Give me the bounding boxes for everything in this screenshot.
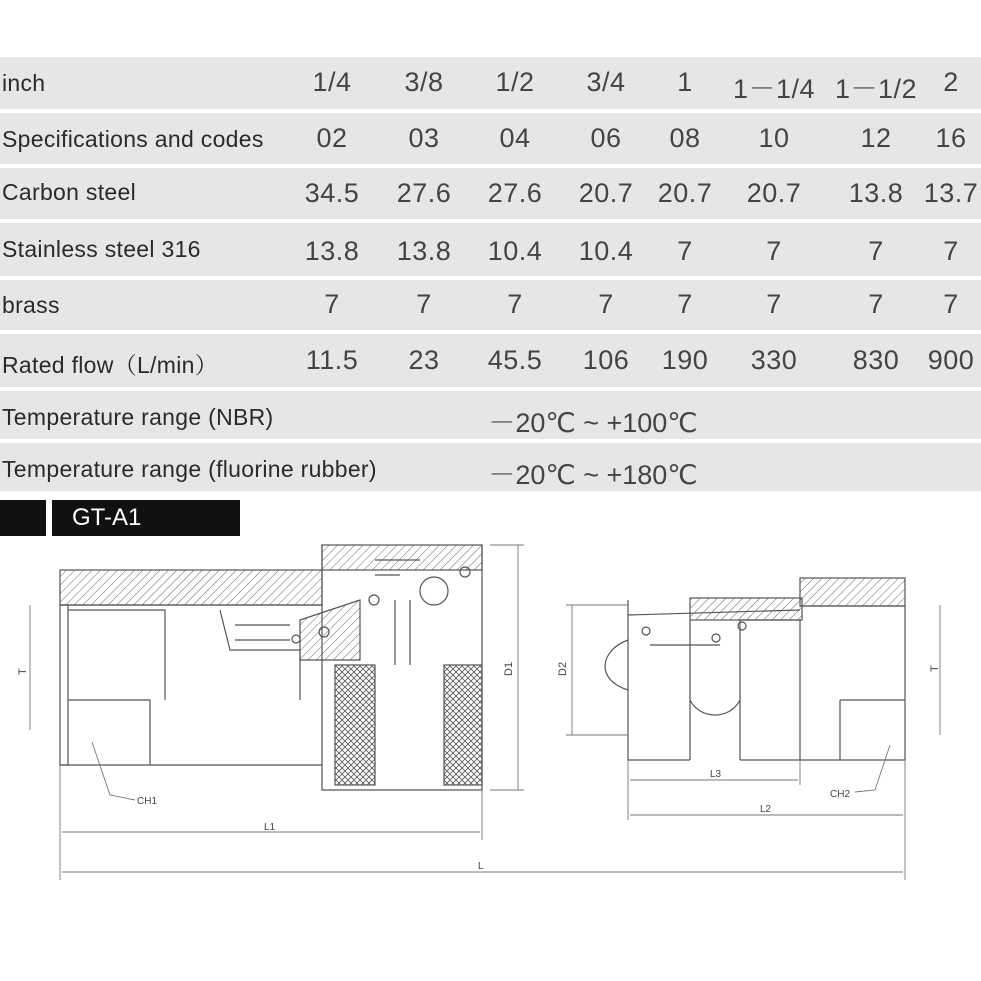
cell: 12 — [860, 123, 892, 153]
cell: 13.8 — [848, 178, 904, 208]
cell: 10.4 — [487, 236, 543, 266]
cell: 10 — [758, 123, 790, 153]
cell: 03 — [408, 123, 440, 153]
cell: 1－1/2 — [834, 74, 918, 104]
cell: 7 — [507, 289, 523, 319]
table-row — [0, 280, 981, 330]
cell: 16 — [935, 123, 967, 153]
model-tag: GT-A1 — [52, 500, 240, 536]
cell: 27.6 — [487, 178, 543, 208]
cell: 7 — [943, 289, 959, 319]
cell: 190 — [661, 345, 709, 375]
cell: 1 — [677, 67, 693, 97]
cell: 20.7 — [746, 178, 802, 208]
cell: 20.7 — [578, 178, 634, 208]
cell: 13.8 — [396, 236, 452, 266]
cell: 7 — [324, 289, 340, 319]
row-label-carbon-steel: Carbon steel — [2, 179, 137, 205]
cell: 830 — [852, 345, 900, 375]
cell: 7 — [766, 236, 782, 266]
cell: 2 — [943, 67, 959, 97]
temp-fkm-value: －20℃ ~ +180℃ — [488, 460, 698, 490]
dim-label-d2: D2 — [557, 661, 569, 676]
cell: 7 — [416, 289, 432, 319]
cell: 330 — [750, 345, 798, 375]
table-row — [0, 57, 981, 109]
row-label-specifications: Specifications and codes — [2, 126, 264, 152]
cell: 20.7 — [657, 178, 713, 208]
row-label-temp-nbr: Temperature range (NBR) — [2, 404, 274, 430]
dim-label-ch2: CH2 — [830, 789, 851, 800]
dim-label-l1: L1 — [264, 822, 276, 833]
row-label-rated-flow: Rated flow（L/min） — [2, 352, 219, 378]
cell: 3/4 — [586, 67, 626, 97]
cell: 1/2 — [495, 67, 535, 97]
cell: 45.5 — [487, 345, 543, 375]
cell: 7 — [598, 289, 614, 319]
cell: 23 — [408, 345, 440, 375]
dim-label-ch1: CH1 — [137, 796, 158, 807]
row-label-inch: inch — [2, 70, 46, 96]
cell: 13.8 — [304, 236, 360, 266]
cell: 1－1/4 — [732, 74, 816, 104]
cell: 11.5 — [305, 345, 359, 375]
cell: 7 — [943, 236, 959, 266]
dim-label-t-left: T — [17, 668, 29, 675]
dim-label-l2: L2 — [760, 804, 772, 815]
cell: 7 — [677, 289, 693, 319]
row-label-stainless-steel: Stainless steel 316 — [2, 236, 201, 262]
cell: 7 — [766, 289, 782, 319]
row-label-temp-fkm: Temperature range (fluorine rubber) — [2, 456, 377, 482]
coupler-body — [60, 545, 482, 790]
cell: 3/8 — [404, 67, 444, 97]
cell: 10.4 — [578, 236, 634, 266]
cell: 13.7 — [923, 178, 979, 208]
cell: 7 — [868, 289, 884, 319]
coupling-drawing — [0, 540, 981, 880]
cell: 04 — [499, 123, 531, 153]
cell: 27.6 — [396, 178, 452, 208]
cell: 7 — [677, 236, 693, 266]
cell: 1/4 — [312, 67, 352, 97]
dim-label-l3: L3 — [710, 769, 722, 780]
cell: 34.5 — [304, 178, 360, 208]
dim-label-t-right: T — [929, 665, 941, 672]
cell: 106 — [582, 345, 630, 375]
cell: 06 — [590, 123, 622, 153]
cell: 08 — [669, 123, 701, 153]
cell: 7 — [868, 236, 884, 266]
temp-nbr-value: －20℃ ~ +100℃ — [488, 408, 698, 438]
cell: 02 — [316, 123, 348, 153]
dim-label-d1: D1 — [503, 661, 515, 676]
dim-label-l: L — [478, 861, 484, 872]
tag-marker — [0, 500, 46, 536]
plug-body — [605, 578, 905, 760]
row-label-brass: brass — [2, 292, 60, 318]
cell: 900 — [927, 345, 975, 375]
